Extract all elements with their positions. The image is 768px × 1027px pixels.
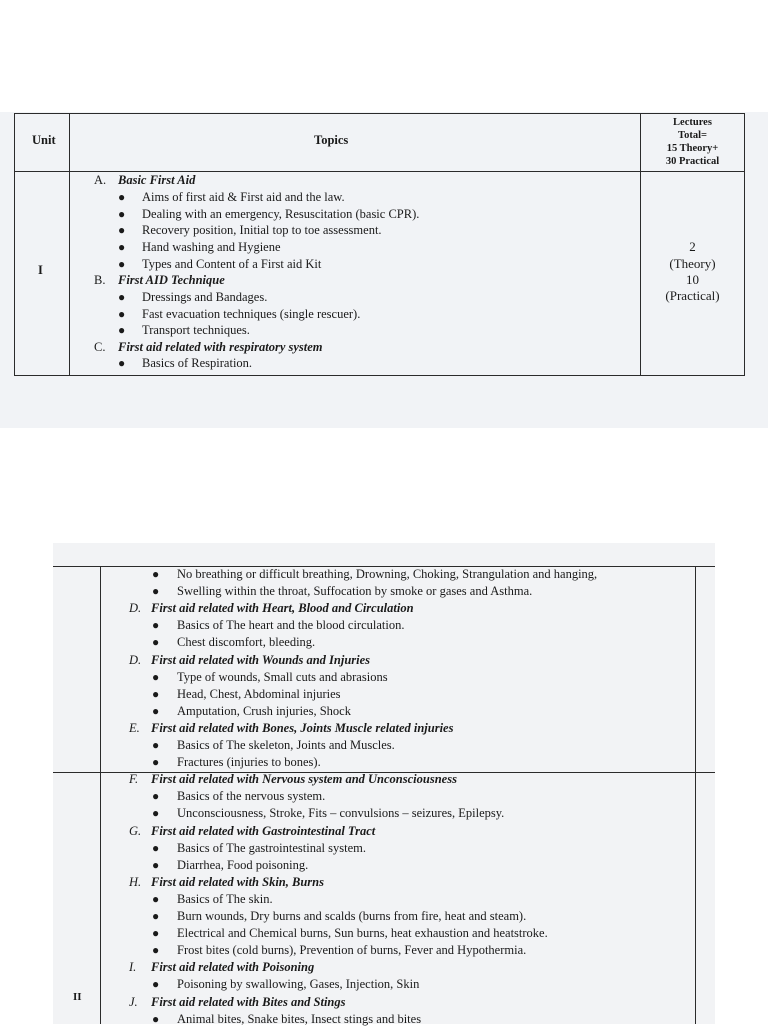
section-title: First aid related with Poisoning <box>151 960 315 974</box>
list-item: Poisoning by swallowing, Gases, Injection, Skin <box>177 977 420 991</box>
section-letter: F. <box>129 772 139 786</box>
section-a-title: Basic First Aid <box>118 173 196 187</box>
section-letter: J. <box>129 995 138 1009</box>
section-c-letter: C. <box>94 340 106 354</box>
bullet-icon: ● <box>118 290 126 304</box>
table1-top-border <box>14 113 745 114</box>
section-a-item-4: Hand washing and Hygiene <box>142 240 281 254</box>
bullet-icon: ● <box>118 190 126 204</box>
header-lectures-line-2: Lectures <box>673 117 712 128</box>
bullet-icon: ● <box>152 704 160 718</box>
section-c-title: First aid related with respiratory system <box>118 340 323 354</box>
section-title: First aid related with Skin, Burns <box>151 875 324 889</box>
bullet-icon: ● <box>118 307 126 321</box>
section-a-item-2: Dealing with an emergency, Resuscitation (basic CPR). <box>142 207 420 221</box>
section-a-item-5: Types and Content of a First aid Kit <box>142 257 322 271</box>
bullet-icon: ● <box>152 943 160 957</box>
list-item: Head, Chest, Abdominal injuries <box>177 687 341 701</box>
section-title: First aid related with Bones, Joints Muscle related injuries <box>151 721 454 735</box>
bullet-icon: ● <box>152 909 160 923</box>
list-item: Animal bites, Snake bites, Insect stings and bites <box>177 1012 422 1026</box>
section-b-item-3: Transport techniques. <box>142 323 250 337</box>
bullet-icon: ● <box>118 207 126 221</box>
list-item: Basics of The skeleton, Joints and Muscles. <box>177 738 395 752</box>
bullet-icon: ● <box>152 806 160 820</box>
list-item: Frost bites (cold burns), Prevention of burns, Fever and Hypothermia. <box>177 943 527 957</box>
table1-left-border <box>14 113 15 376</box>
section-letter: E. <box>129 721 140 735</box>
bullet-icon: ● <box>152 584 160 598</box>
section-a-letter: A. <box>94 173 107 187</box>
unit-2-label: II <box>73 991 82 1003</box>
section-b-item-2: Fast evacuation techniques (single rescuer). <box>142 307 361 321</box>
header-lectures-line-4: 15 Theory+ <box>666 143 719 154</box>
bullet-icon: ● <box>152 977 160 991</box>
section-title: First aid related with Bites and Stings <box>151 995 346 1009</box>
list-item: Fractures (injuries to bones). <box>177 755 321 769</box>
bullet-icon: ● <box>152 670 160 684</box>
bullet-icon: ● <box>152 789 160 803</box>
section-letter: D. <box>129 601 142 615</box>
table1-right-border <box>744 113 745 376</box>
bullet-icon: ● <box>118 257 126 271</box>
bullet-icon: ● <box>152 738 160 752</box>
unit-1-label: I <box>38 263 43 277</box>
section-letter: H. <box>129 875 142 889</box>
bullet-icon: ● <box>152 618 160 632</box>
list-item: Diarrhea, Food poisoning. <box>177 858 309 872</box>
lectures-value-4: (Practical) <box>665 288 720 303</box>
bullet-icon: ● <box>118 323 126 337</box>
bullet-icon: ● <box>152 687 160 701</box>
list-item: Burn wounds, Dry burns and scalds (burns from fire, heat and steam). <box>177 909 527 923</box>
header-lectures-line-3: Total= <box>678 130 707 141</box>
bullet-icon: ● <box>152 755 160 769</box>
section-c-item-1: Basics of Respiration. <box>142 356 253 370</box>
bullet-icon: ● <box>152 635 160 649</box>
bullet-icon: ● <box>152 858 160 872</box>
list-item: Basics of The skin. <box>177 892 273 906</box>
list-item: Electrical and Chemical burns, Sun burns, heat exhaustion and heatstroke. <box>177 926 548 940</box>
list-item: Amputation, Crush injuries, Shock <box>177 704 351 718</box>
list-item: Basics of The gastrointestinal system. <box>177 841 366 855</box>
header-lectures-line-5: 30 Practical <box>665 156 720 167</box>
bullet-icon: ● <box>118 240 126 254</box>
section-title: First aid related with Gastrointestinal Tract <box>151 824 376 838</box>
bullet-icon: ● <box>152 1012 160 1026</box>
section-b-letter: B. <box>94 273 106 287</box>
bullet-icon: ● <box>152 926 160 940</box>
table2-unit-divider <box>100 566 101 1024</box>
list-item: No breathing or difficult breathing, Drowning, Choking, Strangulation and hanging, <box>177 567 598 581</box>
section-a-item-1: Aims of first aid & First aid and the law. <box>142 190 345 204</box>
section-a-item-3: Recovery position, Initial top to toe assessment. <box>142 223 382 237</box>
bullet-icon: ● <box>118 223 126 237</box>
section-letter: I. <box>129 960 137 974</box>
section-letter: G. <box>129 824 142 838</box>
section-title: First aid related with Heart, Blood and Circulation <box>151 601 414 615</box>
table2-right-divider <box>695 566 696 1024</box>
header-unit: Unit <box>32 133 56 147</box>
bullet-icon: ● <box>152 892 160 906</box>
header-topics: Topics <box>314 133 349 147</box>
table1-bottom-border <box>14 375 745 376</box>
bullet-icon: ● <box>152 567 160 581</box>
table1-unit-divider <box>69 113 70 376</box>
bullet-icon: ● <box>118 356 126 370</box>
lectures-value-3: 10 <box>686 272 699 287</box>
section-b-title: First AID Technique <box>118 273 225 287</box>
bullet-icon: ● <box>152 841 160 855</box>
list-item: Basics of the nervous system. <box>177 789 326 803</box>
section-letter: D. <box>129 653 142 667</box>
list-item: Chest discomfort, bleeding. <box>177 635 316 649</box>
section-title: First aid related with Wounds and Injuries <box>151 653 371 667</box>
lectures-value-1: 2 <box>689 239 696 254</box>
section-title: First aid related with Nervous system and Unconsciousness <box>151 772 457 786</box>
section-b-item-1: Dressings and Bandages. <box>142 290 268 304</box>
list-item: Swelling within the throat, Suffocation by smoke or gases and Asthma. <box>177 584 533 598</box>
lectures-value-2: (Theory) <box>669 256 716 271</box>
list-item: Unconsciousness, Stroke, Fits – convulsions – seizures, Epilepsy. <box>177 806 505 820</box>
list-item: Type of wounds, Small cuts and abrasions <box>177 670 388 684</box>
list-item: Basics of The heart and the blood circulation. <box>177 618 405 632</box>
